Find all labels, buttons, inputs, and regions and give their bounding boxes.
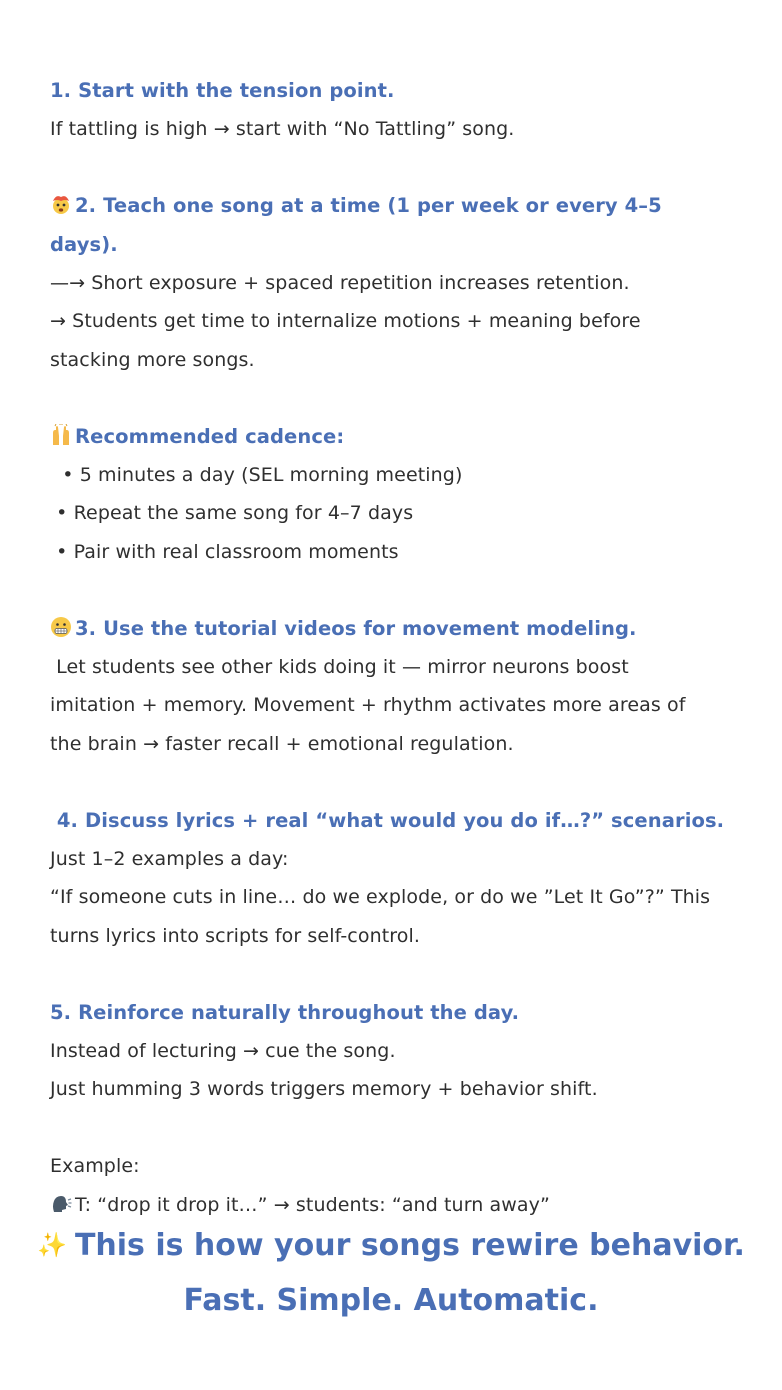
footer-line-1: This is how your songs rewire behavior. — [74, 1228, 745, 1263]
section3-body-line: Let students see other kids doing it — mirror neurons boost — [50, 656, 629, 679]
spacer — [50, 571, 732, 609]
section4-body-line: turns lyrics into scripts for self-control. — [50, 924, 421, 947]
speaking-head-icon — [50, 1192, 72, 1214]
section5-heading: 5. Reinforce naturally throughout the day. — [50, 1000, 520, 1024]
example-row — [50, 1186, 732, 1224]
section3-heading: 3. Use the tutorial videos for movement modeling. — [75, 616, 637, 640]
grimacing-face-icon — [50, 616, 72, 638]
section2-heading-row — [50, 187, 732, 264]
spacer — [50, 955, 732, 993]
spacer — [50, 763, 732, 801]
section4-heading: 4. Discuss lyrics + real “what would you do if…?” scenarios. — [50, 808, 725, 832]
section2-body-line: stacking more songs. — [50, 348, 255, 371]
cadence-item: • Pair with real classroom moments — [50, 540, 399, 563]
cadence-item: • 5 minutes a day (SEL morning meeting) — [50, 464, 463, 487]
spacer — [50, 1109, 732, 1147]
cadence-heading: Recommended cadence: — [75, 424, 345, 448]
section1-body-line: If tattling is high → start with “No Tattling” song. — [50, 118, 515, 141]
section3-body-line: imitation + memory. Movement + rhythm activates more areas of — [50, 694, 686, 717]
section2-body-line: → Students get time to internalize motions + meaning before — [50, 310, 641, 333]
section2-body-line: —→ Short exposure + spaced repetition increases retention. — [50, 272, 630, 295]
section5-body-line: Instead of lecturing → cue the song. — [50, 1040, 396, 1063]
section4-body-line: Just 1–2 examples a day: — [50, 848, 289, 871]
raised-hands-icon — [50, 424, 72, 446]
spacer — [50, 379, 732, 417]
cadence-heading-row — [50, 418, 732, 456]
spacer — [50, 149, 732, 187]
example-label: Example: — [50, 1155, 140, 1178]
section5-body-line: Just humming 3 words triggers memory + behavior shift. — [50, 1078, 598, 1101]
sparkles-icon: ✨ — [37, 1231, 67, 1259]
section1-heading: 1. Start with the tension point. — [50, 79, 395, 102]
example-text: T: “drop it drop it…” → students: “and turn away” — [75, 1193, 550, 1216]
footer-line-2: Fast. Simple. Automatic. — [183, 1283, 599, 1318]
section3-body-line: the brain → faster recall + emotional regulation. — [50, 732, 514, 755]
section3-heading-row — [50, 610, 732, 648]
section2-heading: 2. Teach one song at a time (1 per week or every 4–5 days). — [50, 194, 669, 256]
section4-body-line: “If someone cuts in line… do we explode, or do we ”Let It Go”?” This — [50, 886, 711, 909]
cadence-item: • Repeat the same song for 4–7 days — [50, 502, 414, 525]
footer-line-1-row — [0, 1228, 782, 1263]
exploding-head-icon — [50, 193, 72, 215]
